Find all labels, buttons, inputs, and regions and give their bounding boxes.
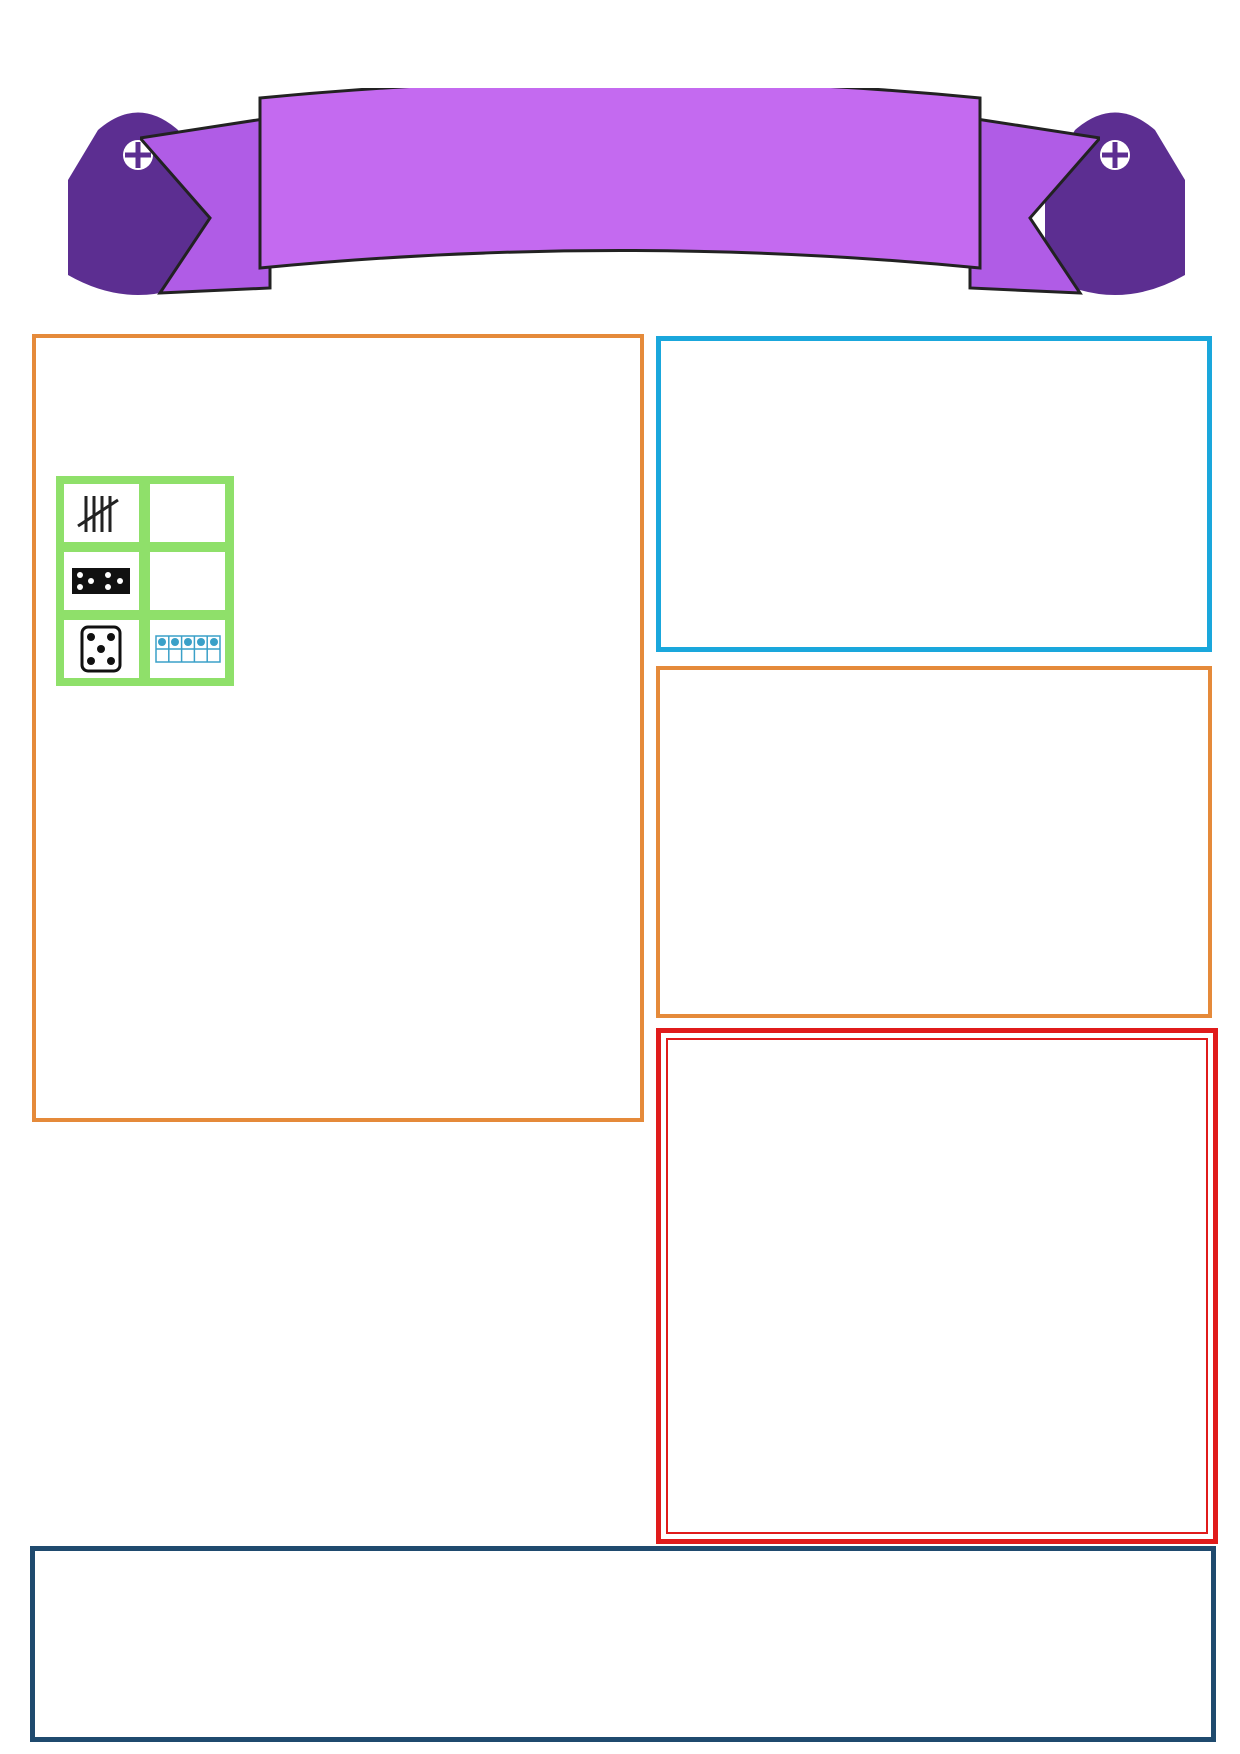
number-five-cards-image	[56, 476, 234, 686]
attendance-race-box	[30, 1546, 1216, 1742]
this-week-learning-box	[32, 334, 644, 1122]
race-car-lks2	[891, 1579, 1101, 1689]
star-garland-border	[36, 1116, 646, 1528]
wrens-home-learning-box	[656, 666, 1212, 1018]
next-week-learning-box	[656, 336, 1212, 652]
race-car-uks2	[373, 1579, 583, 1689]
race-car-eyfs	[635, 1579, 845, 1689]
reminders-box	[656, 1028, 1218, 1544]
race-car-ks1	[107, 1579, 317, 1689]
title-banner	[140, 88, 1100, 308]
super-stars-box	[36, 1116, 646, 1528]
